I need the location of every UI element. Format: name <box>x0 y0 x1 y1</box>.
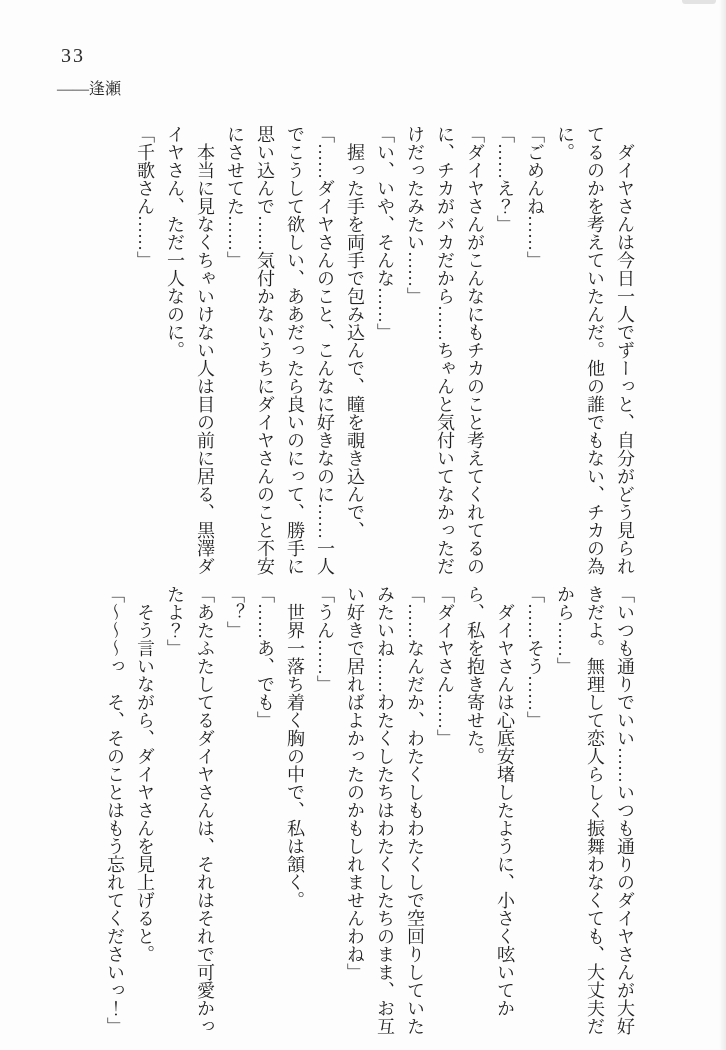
paragraph: 「……ダイヤさんのこと、こんなに好きなのに……一人でこうして欲しい、ああだったら良いのにって、勝手に思い込んで……気付かないうちにダイヤさんのこと不安にさせてた……」 <box>225 125 335 575</box>
paragraph: 「うん……」 <box>315 585 335 693</box>
paragraph: 「ごめんね……」 <box>525 125 545 269</box>
paragraph: 「いつも通りでいい……いつも通りのダイヤさんが大好きだよ。無理して恋人らしく振舞わなくても、大丈夫だから……」 <box>555 585 635 1035</box>
paragraph: 「ダイヤさん……」 <box>435 585 455 747</box>
paragraph: 握った手を両手で包み込んで、瞳を覗き込んで、 <box>345 125 365 539</box>
paragraph: 「……そう……」 <box>525 585 545 729</box>
paragraph: 「……え？」 <box>495 125 515 233</box>
paragraph: 世界一落ち着く胸の中で、私は頷く。 <box>285 585 305 909</box>
paragraph: 「い、いや、そんな……」 <box>375 125 395 341</box>
paragraph: 「？」 <box>225 585 245 639</box>
chapter-title: ――逢瀬 <box>57 81 122 98</box>
paragraph: ダイヤさんは心底安堵したように、小さく呟いてから、私を抱き寄せた。 <box>465 585 515 1017</box>
paragraph: ダイヤさんは今日一人でずーっと、自分がどう見られてるのかを考えていたんだ。他の誰でもない、チカの為に。 <box>555 125 635 575</box>
paragraph: 「……あ、でも」 <box>255 585 275 729</box>
paragraph: 「……なんだか、わたくしもわたくしで空回りしていたみたいね……わたくしたちはわたくしたちのまま、お互い好きで居ればよかったのかもしれませんわね」 <box>345 585 425 1035</box>
paragraph: 「〜〜〜っ そ、そのことはもう忘れてくださいっ！」 <box>105 585 125 1035</box>
paragraph: 「ダイヤさんがこんなにもチカのこと考えてくれてるのに、チカがバカだから……ちゃんと気付いてなかっただけだったみたい……」 <box>405 125 485 575</box>
paragraph: 「あたふたしてるダイヤさんは、それはそれで可愛かったよ？」 <box>165 585 215 1035</box>
paragraph: 「千歌さん……」 <box>135 125 155 269</box>
paragraph: そう言いながら、ダイヤさんを見上げると。 <box>135 585 155 963</box>
text-block-lower <box>100 585 640 1037</box>
scan-edge-shadow <box>719 0 726 1050</box>
scan-artifact-mark <box>682 0 716 4</box>
text-block-upper <box>130 125 640 577</box>
paragraph: 本当に見なくちゃいけない人は目の前に居る、黒澤ダイヤさん、ただ一人なのに。 <box>165 125 215 575</box>
page-number: 33 <box>61 45 85 67</box>
